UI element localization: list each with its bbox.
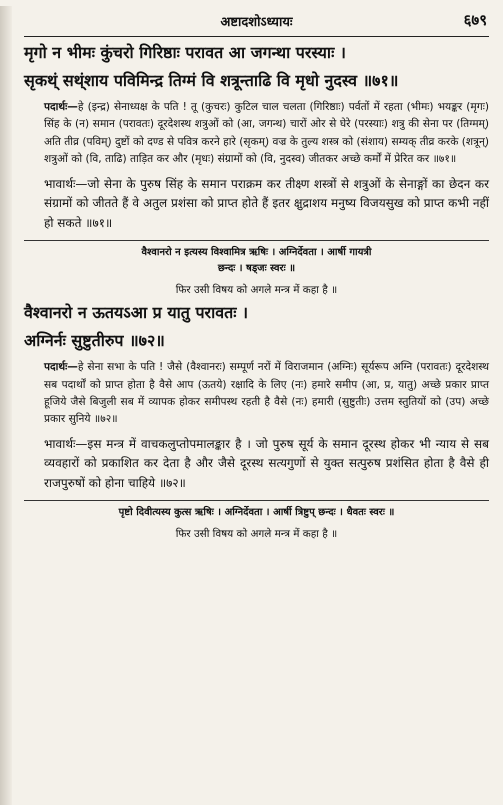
bhavartha-72 (24, 435, 489, 494)
rishi-devata-73: पृष्टो दिवीत्यस्य कुत्स ऋषिः । अग्निर्देवता । आर्षी त्रिष्टुप् छन्दः । धैवतः स्वरः ॥ (118, 507, 395, 519)
page-edge-shadow (0, 6, 12, 805)
divider (24, 240, 489, 241)
bhavartha-text: जो सेना के पुरुष सिंह के समान पराक्रम कर तीक्ष्ण शस्त्रों से शत्रुओं के सेनाङ्गों का छेदन कर संग्रामों को जीतते हैं वे अतुल प्रशंसा को प्राप्त होते हैं इतर क्षुद्राशय मनुष्य विजयसुख को प्राप्त कभी नहीं हो सकते ॥७१॥ (44, 176, 489, 230)
next-mantra-note-73: फिर उसी विषय को अगले मन्त्र में कहा है ॥ (175, 528, 338, 541)
padartha-label: पदार्थः— (44, 101, 78, 113)
running-header (24, 6, 489, 37)
bhavartha-label: भावार्थः— (44, 436, 88, 451)
bhavartha-label: भावार्थः— (44, 176, 88, 191)
padartha-text: हे सेना सभा के पति ! जैसे (वैश्वानरः) सम्पूर्ण नरों में विराजमान (अग्निः) सूर्यरूप अग्नि (परावतः) दूरदेशस्थ सब पदार्थों को प्राप्त होता है वैसे आप (ऊतये) रक्षादि के लिए (नः) हमारे समीप (आ, प्र, यातु) अच्छे प्रकार प्राप्त हूजिये जैसे बिजुली सब में व्यापक होकर समीपस्थ रहती है वैसे (नः) हमारी (सुष्टुतीः) उत्तम स्तुतियों को (उप) अच्छे प्रकार सुनिये ॥७२॥ (44, 361, 489, 426)
book-page (0, 6, 503, 805)
divider (24, 500, 489, 501)
padartha-label: पदार्थः— (44, 361, 78, 374)
mantra-71-line-1: मृगो न भीमः कुंचरो गिरिष्ठाः परावत आ जगन्था परस्याः । (24, 43, 346, 62)
rishi-devata-72-line-1: वैश्वानरो न इत्यस्य विश्वामित्र ऋषिः । अग्निर्देवता । आर्षी गायत्री (141, 247, 372, 259)
mantra-72-line-2: अग्निर्नः सुष्टुतीरुप ॥७२॥ (24, 331, 165, 351)
padartha-text: हे (इन्द्र) सेनाध्यक्ष के पति ! तू (कुचरः) कुटिल चाल चलता (गिरिष्ठाः) पर्वतों में रहता (भीमः) भयङ्कर (मृगः) सिंह के (न) समान (परावतः) दूरदेशस्थ शत्रुओं को (आ, जगन्थ) चारों ओर से घेरे (परस्याः) शत्रु की सेना पर (तिग्मम्) अति तीव्र (पविम्) दुष्टों को दण्ड से पवित्र करने हारे (सृकम्) वज्र के तुल्य शस्त्र को (संशाय) सम्यक् तीव्र करके (शत्रून्) शत्रुओं को (वि, ताढि) ताड़ित कर और (मृधः) संग्रामों को (वि, नुदस्व) जीतकर अच्छे कर्मों में प्रेरित कर ॥७१॥ (44, 101, 489, 166)
mantra-72-line-1: वैश्वानरो न ऊतयऽआ प्र यातु परावतः । (24, 303, 249, 323)
bhavartha-71 (24, 175, 489, 234)
chapter-title: अष्टादशोऽध्यायः (220, 15, 293, 30)
page-number: ६७९ (463, 11, 487, 29)
padartha-72 (24, 359, 489, 429)
mantra-71-line-2: सृकथ्ं सथ्ंशाय पविमिन्द्र तिग्मं वि शत्रून्ताढि वि मृधो नुदस्व ॥७१॥ (24, 71, 399, 90)
bhavartha-text: इस मन्त्र में वाचकलुप्तोपमालङ्कार है । जो पुरुष सूर्य के समान दूरस्थ होकर भी न्याय से सब व्यवहारों को प्रकाशित कर देता है और जैसे दूरस्थ सत्यगुणों से युक्त सत्पुरुष प्रशंसित होता है वैसे ही राजपुरुषों को होना चाहिये ॥७२॥ (44, 436, 489, 490)
next-mantra-note-72: फिर उसी विषय को अगले मन्त्र में कहा है ॥ (175, 284, 338, 297)
rishi-devata-72-line-2: छन्दः । षड्जः स्वरः ॥ (217, 263, 296, 275)
padartha-71 (24, 99, 489, 169)
